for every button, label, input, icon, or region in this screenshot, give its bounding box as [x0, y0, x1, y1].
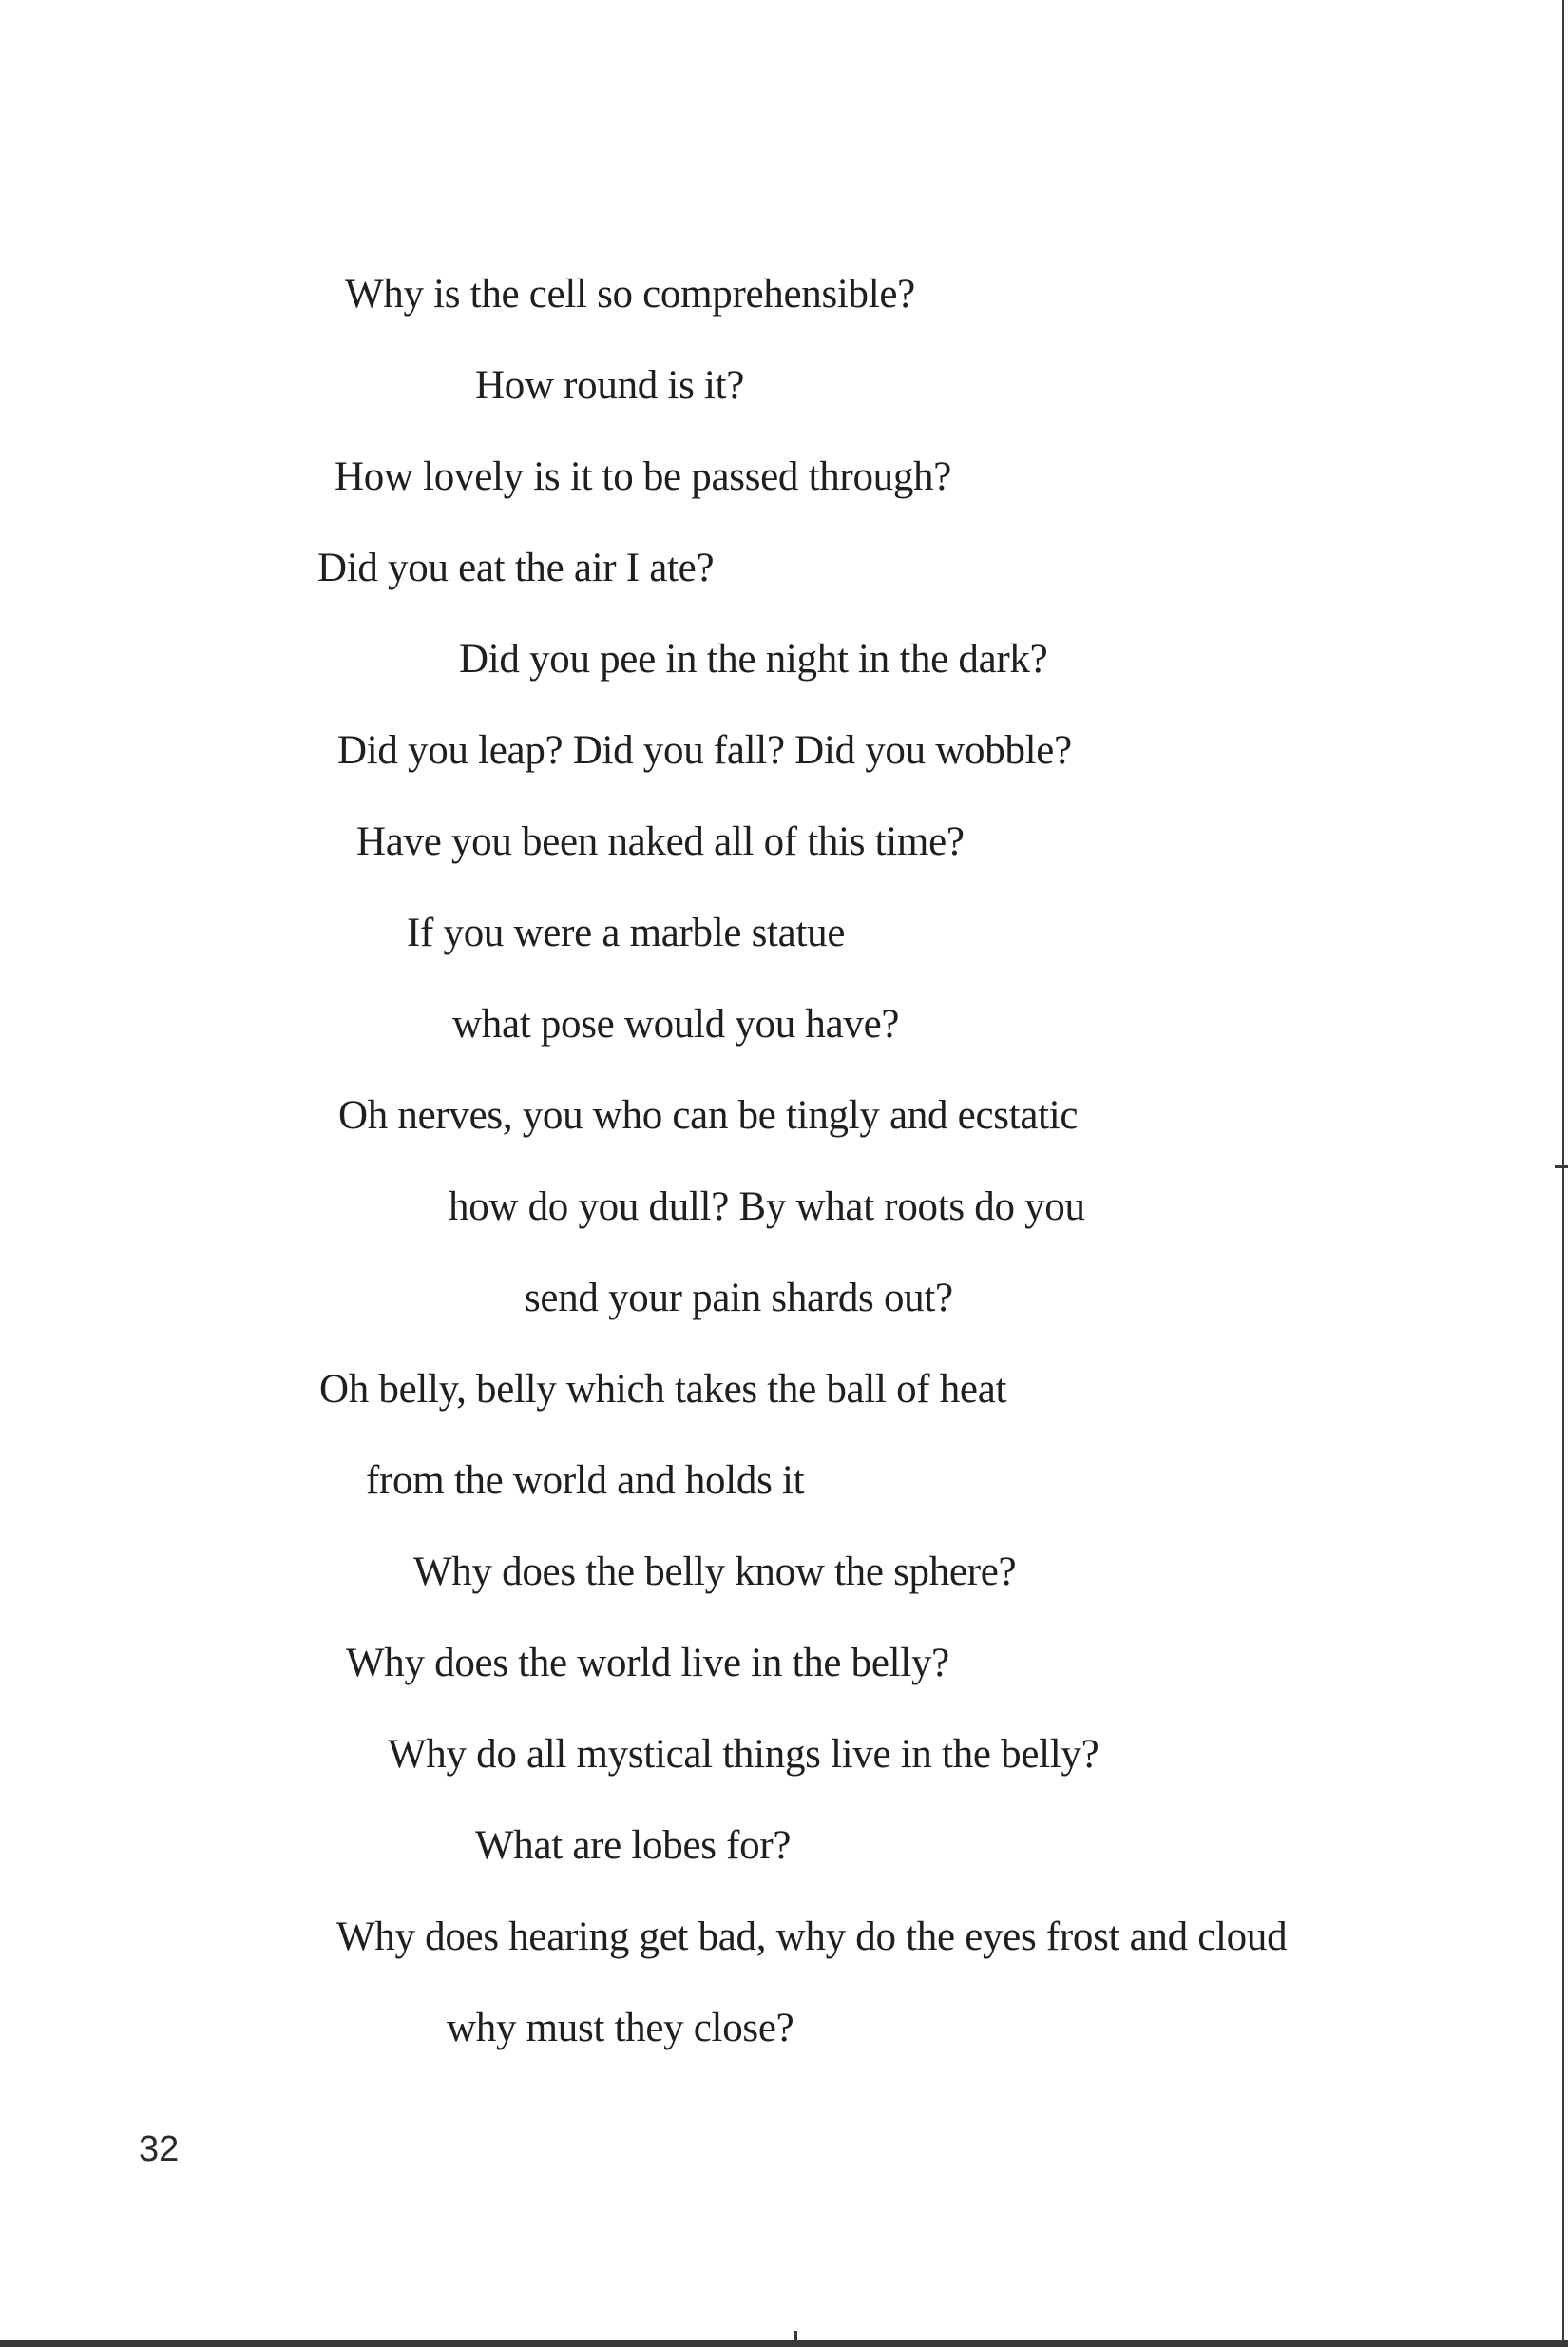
poem-line: send your pain shards out?	[525, 1276, 953, 1320]
scan-tick-bottom	[794, 2331, 797, 2340]
poem-line: Why do all mystical things live in the belly?	[388, 1732, 1100, 1777]
poem-line: Did you leap? Did you fall? Did you wobble?	[337, 728, 1072, 773]
poem-line: How round is it?	[475, 363, 745, 408]
poem-line: Oh belly, belly which takes the ball of heat	[319, 1367, 1007, 1412]
scan-edge-bottom-line	[0, 2340, 1568, 2347]
poem-line: what pose would you have?	[452, 1002, 900, 1047]
poem-line: how do you dull? By what roots do you	[449, 1184, 1085, 1229]
poem-line: What are lobes for?	[475, 1823, 792, 1868]
poem-line: If you were a marble statue	[407, 911, 846, 955]
poem-line: Why does the belly know the sphere?	[413, 1549, 1017, 1594]
poem-line: How lovely is it to be passed through?	[335, 454, 952, 499]
scan-tick-right	[1555, 1165, 1568, 1168]
poem-line: Why is the cell so comprehensible?	[345, 272, 915, 317]
page-number: 32	[139, 2129, 180, 2169]
scan-edge-right-line	[1562, 0, 1564, 2347]
poem-line: Why does hearing get bad, why do the eyes frost and cloud	[336, 1914, 1288, 1959]
poem-text-block	[0, 249, 1568, 2074]
poem-line: Did you eat the air I ate?	[317, 546, 715, 590]
poem-line: why must they close?	[447, 2006, 794, 2050]
poem-line: Did you pee in the night in the dark?	[459, 637, 1048, 682]
poem-line: Oh nerves, you who can be tingly and ecstatic	[338, 1093, 1079, 1138]
poem-line: from the world and holds it	[366, 1458, 805, 1503]
poem-line: Why does the world live in the belly?	[346, 1641, 949, 1685]
poem-line: Have you been naked all of this time?	[356, 819, 965, 864]
